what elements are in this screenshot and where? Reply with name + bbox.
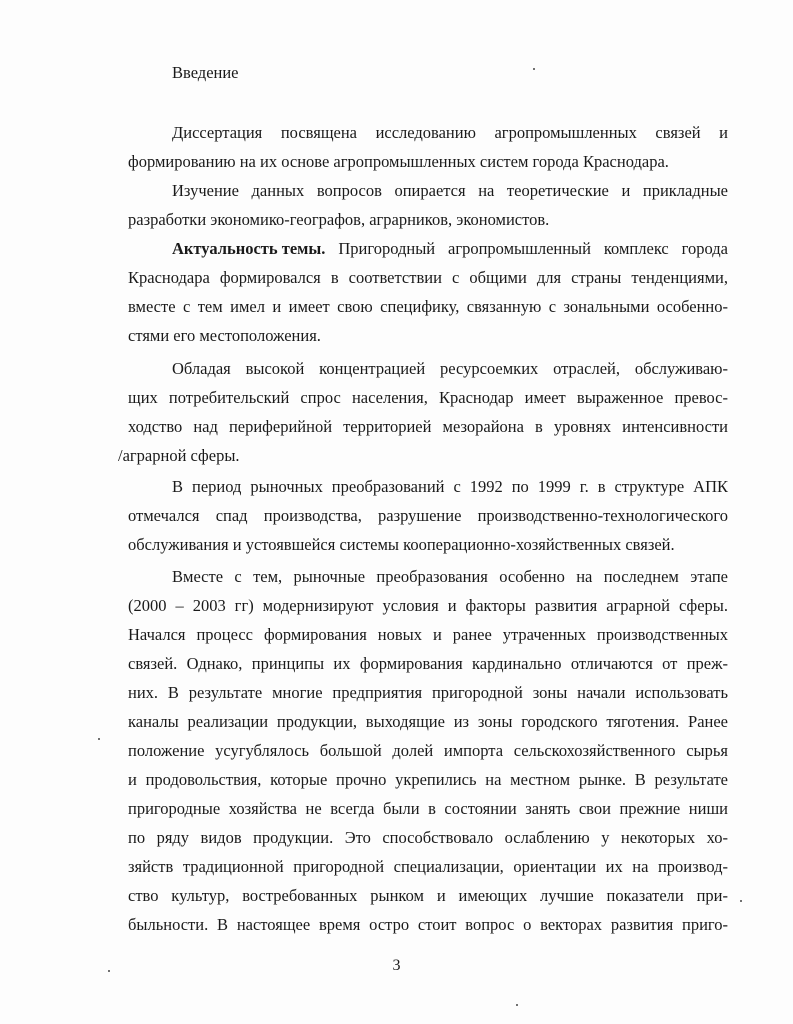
text-line: Изучение данных вопросов опирается на теоретические и прикладные	[172, 181, 728, 200]
page-number: 3	[392, 957, 401, 974]
section-heading: Введение	[172, 63, 239, 82]
text-line: щих потребительский спрос населения, Краснодар имеет выраженное превос-	[128, 388, 728, 407]
text-span: Пригородный агропромышленный комплекс города	[325, 239, 728, 258]
scan-speck	[108, 970, 110, 972]
text-line: и продовольствия, которые прочно укрепились на местном рынке. В результате	[128, 770, 728, 789]
text-line: отмечался спад производства, разрушение производственно-технологического	[128, 506, 728, 525]
text-line: (2000 – 2003 гг) модернизируют условия и факторы развития аграрной сферы.	[128, 596, 728, 615]
text-line: вместе с тем имел и имеет свою специфику, связанную с зональными особенно-	[128, 297, 728, 316]
text-line: разработки экономико-географов, аграрников, экономистов.	[128, 210, 550, 229]
text-line: положение усугублялось большой долей импорта сельскохозяйственного сырья	[128, 741, 728, 760]
text-line: Краснодара формировался в соответствии с общими для страны тенденциями,	[128, 268, 728, 287]
text-line: быльности. В настоящее время остро стоит вопрос о векторах развития приго-	[128, 915, 728, 934]
text-line: них. В результате многие предприятия пригородной зоны начали использовать	[128, 683, 728, 702]
scan-speck	[740, 900, 742, 902]
text-line: стями его местоположения.	[128, 326, 321, 345]
text-line: связей. Однако, принципы их формирования кардинально отличаются от преж-	[128, 654, 728, 673]
text-line: зяйств традиционной пригородной специализации, ориентации их на производ-	[128, 857, 728, 876]
scan-speck	[98, 738, 100, 740]
text-line: по ряду видов продукции. Это способствовало ослаблению у некоторых хо-	[128, 828, 728, 847]
text-line: формированию на их основе агропромышленных систем города Краснодара.	[128, 152, 669, 171]
text-line: ство культур, востребованных рынком и имеющих лучшие показатели при-	[128, 886, 728, 905]
text-line: ходство над периферийной территорией мезорайона в уровнях интенсивности	[128, 417, 728, 436]
section-title-actuality: Актуальность темы.	[172, 239, 326, 258]
text-line: Диссертация посвящена исследованию агропромышленных связей и	[172, 123, 728, 142]
scan-speck	[516, 1004, 518, 1006]
text-line	[172, 238, 728, 260]
scan-speck	[533, 68, 535, 70]
text-line: Вместе с тем, рыночные преобразования особенно на последнем этапе	[172, 567, 728, 586]
text-line: пригородные хозяйства не всегда были в состоянии занять свои прежние ниши	[128, 799, 728, 818]
text-line: каналы реализации продукции, выходящие из зоны городского тяготения. Ранее	[128, 712, 728, 731]
text-line: /аграрной сферы.	[118, 446, 240, 465]
text-line: обслуживания и устоявшейся системы кооперационно-хозяйственных связей.	[128, 535, 675, 554]
text-line: Обладая высокой концентрацией ресурсоемких отраслей, обслуживаю-	[172, 359, 728, 378]
text-line: В период рыночных преобразований с 1992 по 1999 г. в структуре АПК	[172, 477, 728, 496]
text-line: Начался процесс формирования новых и ранее утраченных производственных	[128, 625, 728, 644]
